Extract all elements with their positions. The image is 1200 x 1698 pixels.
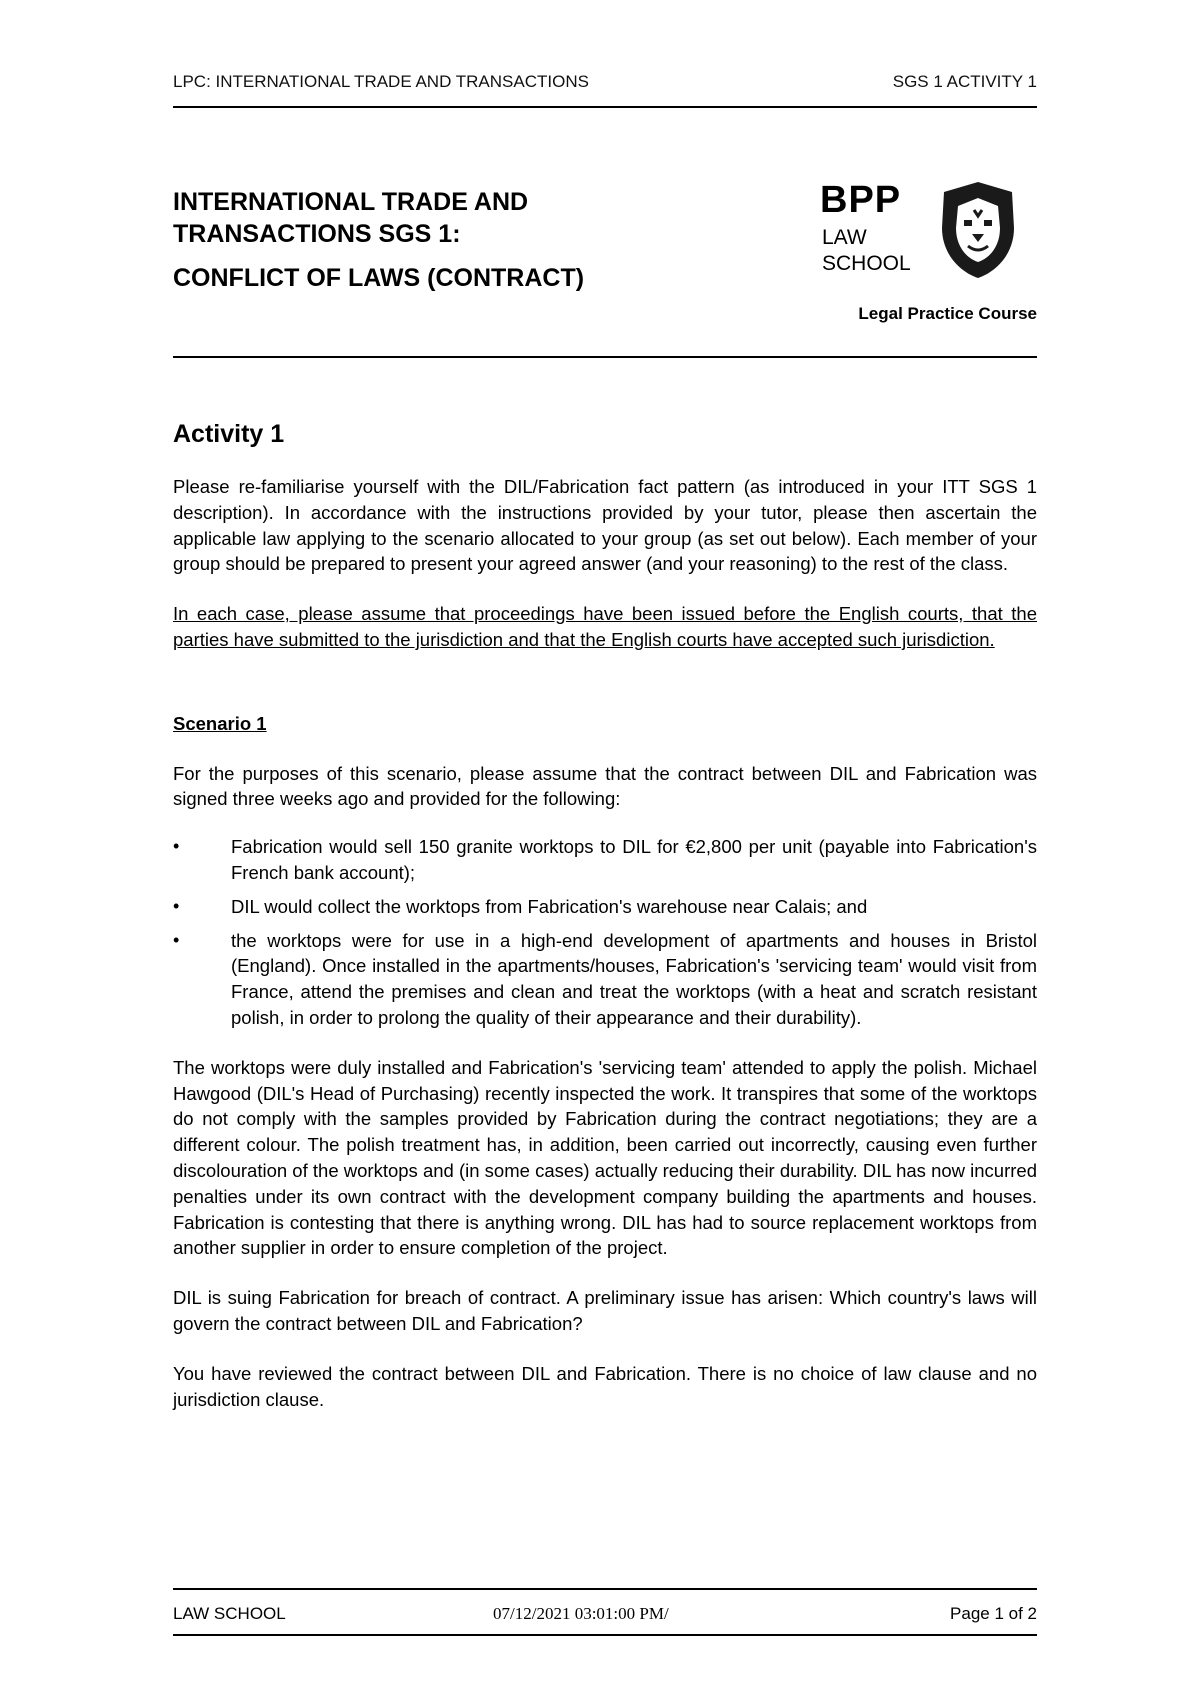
logo-school: SCHOOL — [822, 252, 911, 275]
list-item-text: DIL would collect the worktops from Fabrication's warehouse near Calais; and — [231, 895, 868, 917]
activity-intro: Please re-familiarise yourself with the DIL/Fabrication fact pattern (as introduced in your ITT SGS 1 description). In accordance with the instructions provided by your tutor, please then ascertain the applicable law applying to the scenario allocated to your group (as set out below). Each member of your group should be prepared to present your agreed answer (and your reasoning) to the rest of the class. — [173, 476, 1037, 575]
page-number: Page 1 of 2 — [950, 1604, 1037, 1623]
scenario-terms-list — [173, 834, 1037, 1031]
list-item — [173, 928, 1037, 1031]
scenario-contract-review: You have reviewed the contract between DIL and Fabrication. There is no choice of law clause and no jurisdiction clause. — [173, 1362, 1037, 1410]
scenario-issue: DIL is suing Fabrication for breach of contract. A preliminary issue has arisen: Which country's laws will govern the contract between DIL and Fabrication? — [173, 1287, 1037, 1334]
bullet-icon: • — [173, 895, 180, 916]
footer-school: LAW SCHOOL — [173, 1604, 286, 1623]
bullet-icon: • — [173, 836, 180, 857]
list-item-text: the worktops were for use in a high-end development of apartments and houses in Bristol (England). Once installed in the apartments/houses, Fabrication's 'servicing team' would visit from France, attend the premises and clean and treat the worktops (with a heat and scratch resistant polish, in order to prolong the quality of their appearance and their durability). — [231, 929, 1037, 1028]
running-header — [173, 70, 1037, 108]
logo-law: LAW — [822, 226, 867, 249]
title-line-2: TRANSACTIONS SGS 1: — [173, 220, 461, 248]
divider — [173, 356, 1037, 358]
header-course-title: LPC: INTERNATIONAL TRADE AND TRANSACTIONS — [173, 72, 589, 91]
document-body — [173, 418, 1037, 1412]
document-title — [173, 186, 813, 294]
title-line-1: INTERNATIONAL TRADE AND — [173, 188, 529, 216]
footer-divider-top — [173, 1588, 1037, 1590]
bullet-icon: • — [173, 929, 180, 950]
header-activity-label: SGS 1 ACTIVITY 1 — [892, 72, 1037, 91]
activity-assumption: In each case, please assume that proceedings have been issued before the English courts, that the parties have submitted to the jurisdiction and that the English courts have accepted such jurisdiction. — [173, 603, 1037, 650]
title-line-3: CONFLICT OF LAWS (CONTRACT) — [173, 264, 585, 292]
bpp-law-school-logo — [820, 180, 1040, 292]
list-item — [173, 834, 1037, 886]
logo-brand: BPP — [820, 179, 902, 221]
scenario-intro: For the purposes of this scenario, please assume that the contract between DIL and Fabrication was signed three weeks ago and provided for the following: — [173, 762, 1037, 810]
list-item-text: Fabrication would sell 150 granite worktops to DIL for €2,800 per unit (payable into Fabrication's French bank account); — [231, 836, 1037, 883]
scenario-heading: Scenario 1 — [173, 712, 267, 734]
page-footer — [173, 1604, 1037, 1630]
list-item — [173, 894, 1037, 920]
scenario-facts: The worktops were duly installed and Fabrication's 'servicing team' attended to apply the polish. Michael Hawgood (DIL's Head of Purchasing) recently inspected the work. It transpires that some of the worktops do not comply with the samples provided by Fabrication during the contract negotiations; they are a different colour. The polish treatment has, in addition, been carried out incorrectly, causing even further discolouration of the worktops and (in some cases) actually reducing their durability. DIL has now incurred penalties under its own contract with the development company building the apartments and houses. Fabrication is contesting that there is anything wrong. DIL has had to source replacement worktops from another supplier in order to ensure completion of the project. — [173, 1056, 1037, 1259]
activity-heading: Activity 1 — [173, 420, 285, 448]
footer-timestamp: 07/12/2021 03:01:00 PM/ — [493, 1604, 669, 1623]
footer-divider-bottom — [173, 1634, 1037, 1636]
course-label: Legal Practice Course — [858, 304, 1037, 323]
lion-shield-icon — [938, 180, 1018, 280]
